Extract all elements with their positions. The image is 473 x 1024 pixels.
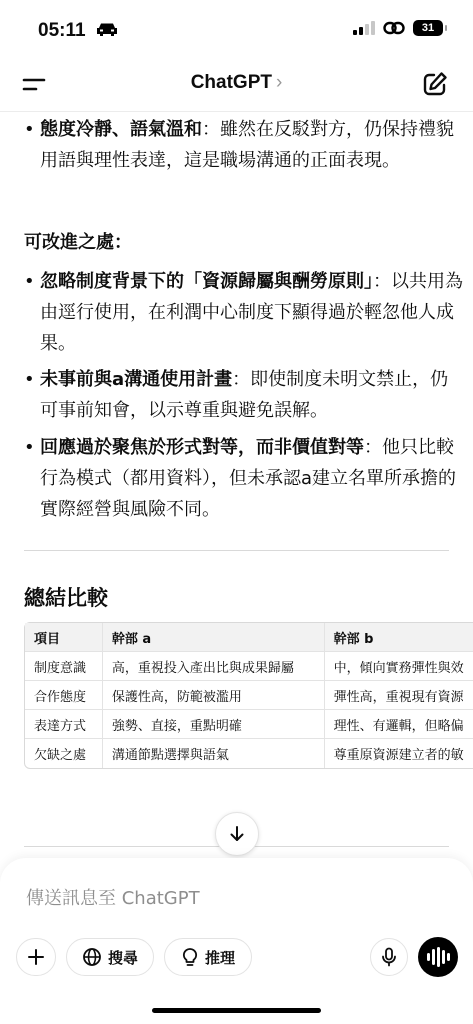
table-cell: 溝通節點選擇與語氣 [103,739,325,768]
comparison-table [24,622,473,769]
table-row [25,710,473,739]
chevron-right-icon: › [275,72,283,93]
signal-icon [353,21,375,35]
comparison-table-scroll[interactable] [24,622,473,769]
table-cell: 中，傾向實務彈性與效 [325,652,473,681]
globe-icon [82,947,102,967]
table-header-row [25,623,473,652]
list-item: • 未事前與a溝通使用計畫：即使制度未明文禁止，仍可事前知會，以示尊重與避免誤解。 [24,369,449,421]
table-cell: 制度意識 [25,652,103,681]
table-row [25,739,473,768]
status-time: 05:11 [38,20,86,41]
dictate-button[interactable] [370,938,408,976]
list-item: • 回應過於聚焦於形式對等，而非價值對等：他只比較行為模式（都用資料），但未承認a建立名單所承擔的實際經營與風險不同。 [24,437,457,520]
attach-button[interactable] [16,938,56,976]
table-header-cell: 項目 [25,623,103,652]
improve-heading: 可改進之處： [24,232,132,253]
search-button[interactable] [66,938,154,976]
list-item: • 態度冷靜、語氣溫和：雖然在反駁對方，仍保持禮貌用語與理性表達，這是職場溝通的正面表現。 [24,119,454,171]
lightbulb-icon [181,947,199,967]
app-title: ChatGPT [190,72,272,93]
scroll-down-button[interactable] [215,812,259,856]
link-icon [383,21,405,35]
table-header-cell: 幹部 a [103,623,325,652]
table-header-cell: 幹部 b [325,623,473,652]
model-selector[interactable] [0,72,473,94]
divider [24,550,449,551]
table-cell: 高，重視投入產出比與成果歸屬 [103,652,325,681]
table-cell: 欠缺之處 [25,739,103,768]
app-header [0,56,473,112]
arrow-down-icon [228,825,246,843]
microphone-icon [381,947,397,967]
table-row [25,681,473,710]
table-cell: 強勢、直接，重點明確 [103,710,325,739]
car-icon [96,22,118,36]
message-input[interactable]: 傳送訊息至 ChatGPT [26,888,200,909]
battery-icon: 31 [413,20,443,36]
new-chat-icon[interactable] [421,70,449,98]
table-cell: 保護性高，防範被濫用 [103,681,325,710]
voice-mode-button[interactable] [418,937,458,977]
voice-mode-icon [427,953,430,961]
table-cell: 理性、有邏輯，但略偏 [325,710,473,739]
home-indicator [152,1008,321,1013]
chat-content [0,112,473,862]
list-item: • 忽略制度背景下的「資源歸屬與酬勞原則」：以共用為由逕行使用，在利潤中心制度下顯得過於輕忽他人成果。 [24,271,463,354]
table-cell: 尊重原資源建立者的敏 [325,739,473,768]
table-row [25,652,473,681]
status-indicators [353,20,443,36]
plus-icon [27,948,45,966]
search-button-label: 搜尋 [107,948,138,967]
summary-title: 總結比較 [24,586,108,610]
table-cell: 彈性高，重視現有資源 [325,681,473,710]
reason-button[interactable] [164,938,252,976]
table-cell: 合作態度 [25,681,103,710]
status-bar [0,0,473,56]
table-cell: 表達方式 [25,710,103,739]
reason-button-label: 推理 [204,948,235,967]
message-composer [0,858,473,1024]
